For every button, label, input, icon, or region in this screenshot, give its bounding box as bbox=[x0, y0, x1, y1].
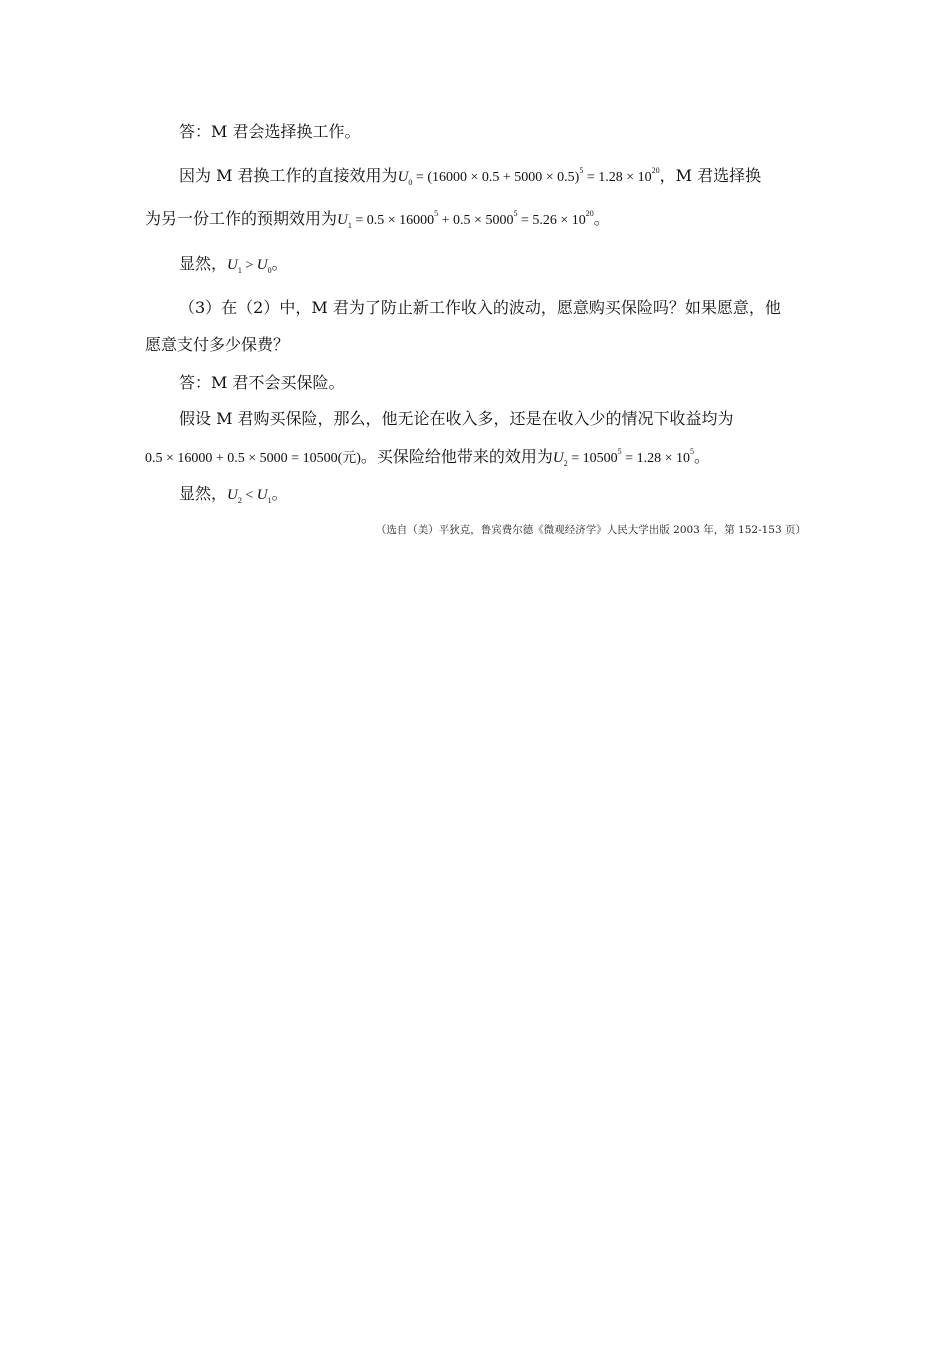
formula-term: = 0.5 × 16000 bbox=[351, 213, 435, 228]
math-subscript: 0 bbox=[408, 178, 413, 187]
math-subscript: 1 bbox=[347, 221, 352, 230]
math-exponent: 20 bbox=[585, 209, 594, 218]
paragraph-text: 。 bbox=[693, 447, 710, 466]
formula-expression: (16000 × 0.5 + 5000 × 0.5) bbox=[427, 170, 580, 185]
math-variable: U bbox=[256, 487, 268, 503]
math-exponent: 5 bbox=[689, 447, 694, 456]
insurance-paragraph-line-1 bbox=[179, 407, 810, 431]
math-subscript: 1 bbox=[267, 496, 272, 505]
formula-result: = 5.26 × 10 bbox=[517, 213, 586, 228]
paragraph-expected-utility bbox=[145, 207, 810, 233]
math-subscript: 0 bbox=[267, 266, 272, 275]
math-exponent: 5 bbox=[579, 166, 584, 175]
comparison-formula bbox=[227, 258, 272, 273]
math-exponent: 5 bbox=[434, 209, 439, 218]
answer-line-2 bbox=[179, 371, 810, 395]
answer-line-1 bbox=[179, 120, 810, 144]
formula-u2 bbox=[552, 447, 694, 468]
paragraph-text: ，M 君选择换 bbox=[659, 166, 762, 185]
math-variable: U bbox=[227, 487, 238, 503]
paragraph-utility-change-job bbox=[179, 164, 810, 190]
paragraph-text: 。买保险给他带来的效用为 bbox=[360, 447, 553, 466]
math-variable: U bbox=[256, 257, 268, 273]
insurance-paragraph-line-2 bbox=[145, 445, 810, 471]
math-subscript: 1 bbox=[237, 266, 242, 275]
math-exponent: 5 bbox=[513, 209, 518, 218]
comparison-operator: < bbox=[241, 488, 257, 503]
paragraph-text: 。 bbox=[271, 484, 288, 503]
paragraph-text: 显然， bbox=[179, 254, 228, 273]
math-subscript: 2 bbox=[563, 459, 568, 468]
question-3-line-1 bbox=[179, 296, 810, 320]
paragraph-text: 显然， bbox=[179, 484, 228, 503]
answer-text: 答：M 君不会买保险。 bbox=[179, 373, 345, 392]
math-variable: U bbox=[337, 212, 348, 228]
math-subscript: 2 bbox=[237, 496, 242, 505]
paragraph-text: 。 bbox=[271, 254, 288, 273]
paragraph-text: 。 bbox=[593, 209, 610, 228]
math-variable: U bbox=[227, 257, 238, 273]
clearly-line-2 bbox=[179, 482, 810, 508]
formula-result: = 1.28 × 10 bbox=[583, 170, 652, 185]
math-variable: U bbox=[397, 169, 409, 185]
paragraph-text: 为另一份工作的预期效用为 bbox=[145, 209, 338, 228]
formula-term: + 0.5 × 5000 bbox=[438, 213, 514, 228]
citation: （选自（美）平狄克，鲁宾费尔德《微观经济学》人民大学出版 2003 年，第 152-153 页） bbox=[375, 524, 806, 536]
math-variable: U bbox=[552, 450, 564, 466]
paragraph-text: 假设 M 君购买保险，那么，他无论在收入多，还是在收入少的情况下收益均为 bbox=[179, 409, 734, 428]
question-text: （3）在（2）中，M 君为了防止新工作收入的波动，愿意购买保险吗？如果愿意，他 bbox=[179, 298, 781, 317]
clearly-line-1 bbox=[179, 252, 810, 278]
answer-text: 答：M 君会选择换工作。 bbox=[179, 122, 361, 141]
insurance-income-formula: 0.5 × 16000 + 0.5 × 5000 = 10500(元) bbox=[145, 451, 361, 466]
math-exponent: 5 bbox=[617, 447, 622, 456]
formula-u0: $U_0 = (16000 \times 0.5 + 5000 \times 0.5)^5 = 1.28 \times 10^{20}$ bbox=[397, 166, 660, 187]
comparison-formula bbox=[227, 488, 272, 503]
paragraph-text: 因为 M 君换工作的直接效用为 bbox=[179, 166, 398, 185]
formula-result: = 1.28 × 10 bbox=[621, 451, 690, 466]
formula-u1 bbox=[337, 209, 594, 230]
formula-term: = 10500 bbox=[567, 451, 618, 466]
question-3-line-2 bbox=[145, 333, 810, 357]
comparison-operator: > bbox=[241, 258, 257, 273]
question-text: 愿意支付多少保费？ bbox=[145, 335, 290, 354]
math-exponent: 20 bbox=[651, 166, 660, 175]
